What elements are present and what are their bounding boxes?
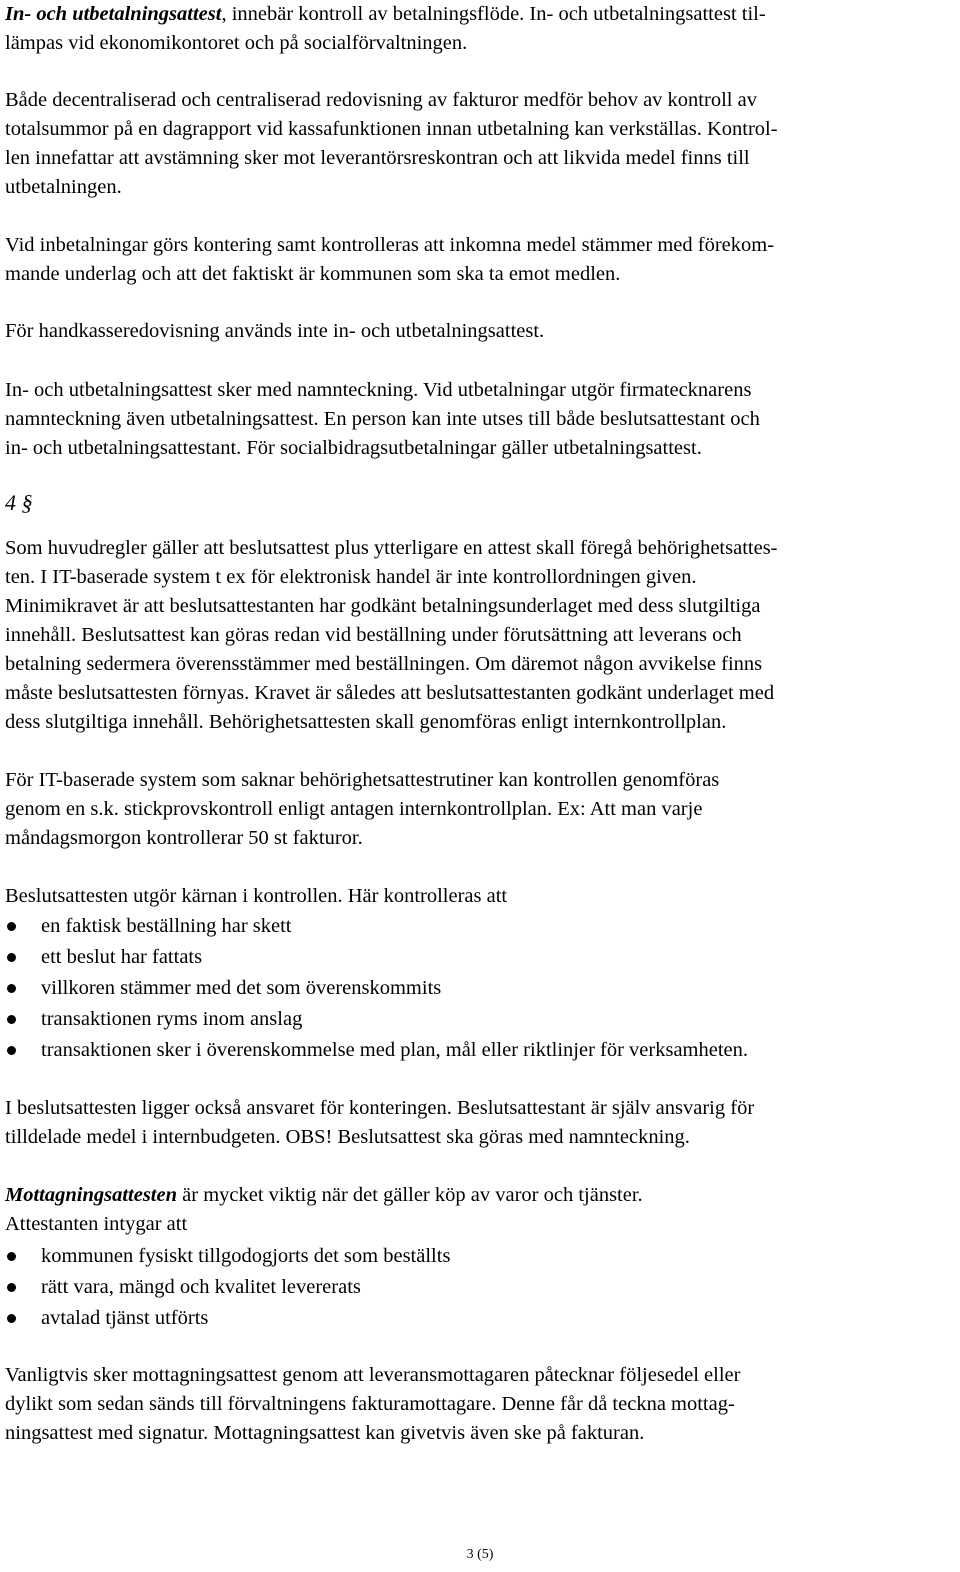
text-line: innehåll. Beslutsattest kan göras redan vid beställning under förutsättning att leverans och (5, 624, 742, 646)
text-line: ten. I IT-baserade system t ex för elektronisk handel är inte kontrollordningen given. (5, 566, 697, 588)
text-line: Både decentraliserad och centraliserad redovisning av fakturor medför behov av kontroll av (5, 89, 757, 111)
text-line: För IT-baserade system som saknar behörighetsattestrutiner kan kontrollen genomföras (5, 769, 720, 791)
paragraph-inbetalningar (5, 231, 950, 289)
bullet-icon (7, 953, 16, 962)
paragraph-attest-intro (5, 0, 950, 58)
paragraph-mottagningsattest (5, 1181, 950, 1239)
paragraph-beslutsattest-intro (5, 882, 950, 911)
bullet-icon (7, 984, 16, 993)
text-line: betalning sedermera överensstämmer med beställningen. Om däremot någon avvikelse finns (5, 653, 763, 675)
text-line: tilldelade medel i internbudgeten. OBS! Beslutsattest ska göras med namnteckning. (5, 1126, 690, 1148)
text-line: I beslutsattesten ligger också ansvaret för konteringen. Beslutsattestant är själv ansvarig för (5, 1097, 755, 1119)
text-line: måste beslutsattesten förnyas. Kravet är således att beslutsattestanten godkänt underlaget med (5, 682, 775, 704)
paragraph-it-system (5, 766, 950, 853)
text-line: In- och utbetalningsattest sker med namnteckning. Vid utbetalningar utgör firmatecknarens (5, 379, 752, 401)
list-item: transaktionen ryms inom anslag (5, 1004, 950, 1035)
list-item: kommunen fysiskt tillgodogjorts det som beställts (5, 1241, 950, 1272)
list-item: avtalad tjänst utförts (5, 1303, 950, 1334)
text-line: dylikt som sedan sänds till förvaltningens fakturamottagare. Denne får då teckna mottag- (5, 1393, 735, 1415)
text-line: Attestanten intygar att (5, 1213, 188, 1235)
text-line: Mottagningsattesten är mycket viktig när det gäller köp av varor och tjänster. (5, 1184, 643, 1206)
bullet-list-kontroller (5, 911, 950, 1066)
paragraph-handkassa (5, 317, 950, 346)
term-mottagningsattesten: Mottagningsattesten (5, 1184, 178, 1206)
bullet-icon (7, 1283, 16, 1292)
list-item: rätt vara, mängd och kvalitet levererats (5, 1272, 950, 1303)
text-line: mande underlag och att det faktiskt är kommunen som ska ta emot medlen. (5, 263, 621, 285)
text-line: Vid inbetalningar görs kontering samt kontrolleras att inkomna medel stämmer med förekom- (5, 234, 775, 256)
paragraph-namnteckning (5, 376, 950, 463)
text-line: lämpas vid ekonomikontoret och på socialförvaltningen. (5, 32, 468, 54)
list-item: en faktisk beställning har skett (5, 911, 950, 942)
bullet-icon (7, 1252, 16, 1261)
list-item: villkoren stämmer med det som överenskommits (5, 973, 950, 1004)
text-line: In- och utbetalningsattest, innebär kontroll av betalningsflöde. In- och utbetalningsattest til- (5, 3, 766, 25)
term-in-och-utbetalningsattest: In- och utbetalningsattest (5, 3, 222, 25)
paragraph-huvudregler (5, 534, 950, 737)
bullet-icon (7, 1015, 16, 1024)
text-line: len innefattar att avstämning sker mot leverantörsreskontran och att likvida medel finns till (5, 147, 750, 169)
page-number: 3 (5) (466, 1547, 494, 1562)
text-line: Beslutsattesten utgör kärnan i kontrollen. Här kontrolleras att (5, 885, 508, 907)
text-line: namnteckning även utbetalningsattest. En person kan inte utses till både beslutsattestant och (5, 408, 760, 430)
text-line: genom en s.k. stickprovskontroll enligt antagen internkontrollplan. Ex: Att man varje (5, 798, 703, 820)
section-heading: 4 § (5, 490, 33, 515)
bullet-icon (7, 922, 16, 931)
text-line: utbetalningen. (5, 176, 122, 198)
list-item: ett beslut har fattats (5, 942, 950, 973)
bullet-icon (7, 1046, 16, 1055)
text-line: ningsattest med signatur. Mottagningsattest kan givetvis även ske på fakturan. (5, 1422, 645, 1444)
paragraph-vanligtvis (5, 1361, 950, 1448)
text-line: Vanligtvis sker mottagningsattest genom att leveransmottagaren påtecknar följesedel eller (5, 1364, 741, 1386)
text-line: måndagsmorgon kontrollerar 50 st fakturor. (5, 827, 363, 849)
text-line: Minimikravet är att beslutsattestanten har godkänt betalningsunderlaget med dess slutgiltiga (5, 595, 761, 617)
bullet-icon (7, 1314, 16, 1323)
list-item: transaktionen sker i överenskommelse med plan, mål eller riktlinjer för verksamheten. (5, 1035, 950, 1066)
bullet-list-intygar (5, 1241, 950, 1334)
text-line: dess slutgiltiga innehåll. Behörighetsattesten skall genomföras enligt internkontrollplan. (5, 711, 727, 733)
text-line: in- och utbetalningsattestant. För socialbidragsutbetalningar gäller utbetalningsattest. (5, 437, 702, 459)
paragraph-kontering (5, 1094, 950, 1152)
text-line: totalsummor på en dagrapport vid kassafunktionen innan utbetalning kan verkställas. Kontrol- (5, 118, 778, 140)
text-line: För handkasseredovisning används inte in- och utbetalningsattest. (5, 320, 545, 342)
paragraph-redovisning (5, 86, 950, 202)
text-line: Som huvudregler gäller att beslutsattest plus ytterligare en attest skall föregå behörighetsattes- (5, 537, 778, 559)
